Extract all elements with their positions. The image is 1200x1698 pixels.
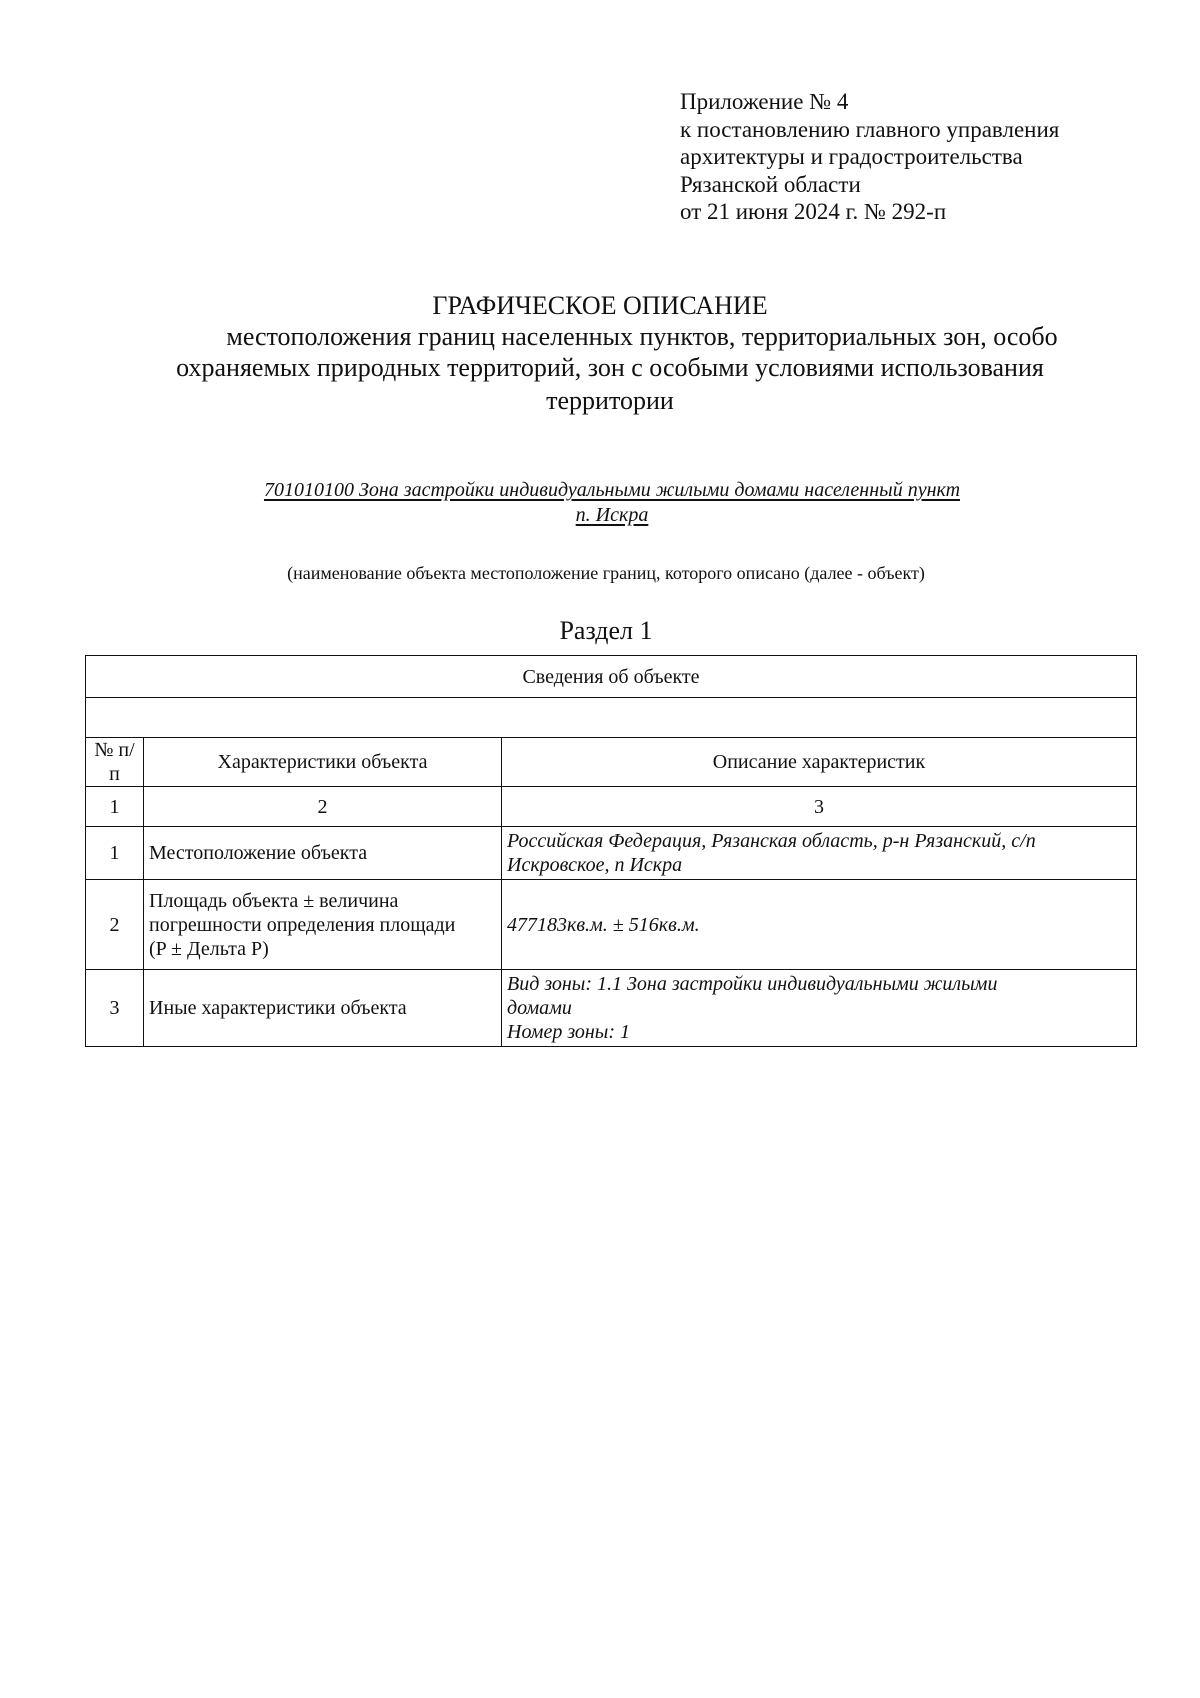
- column-header-description: Описание характеристик: [502, 738, 1137, 787]
- cell-line: Номер зоны: 1: [507, 1021, 630, 1043]
- appendix-line: Приложение № 4: [680, 89, 849, 114]
- object-info-table: [85, 655, 1137, 1047]
- column-number: 3: [502, 787, 1137, 827]
- row-characteristic: [144, 827, 502, 880]
- cell-line: Местоположение объекта: [149, 842, 368, 864]
- document-title: ГРАФИЧЕСКОЕ ОПИСАНИЕ: [432, 291, 768, 320]
- document-subtitle-line: территории: [546, 386, 674, 415]
- document-subtitle-line: местоположения границ населенных пунктов, территориальных зон, особо: [226, 322, 1058, 351]
- appendix-line: Рязанской области: [680, 171, 861, 197]
- row-characteristic: [144, 880, 502, 970]
- appendix-line: от 21 июня 2024 г. № 292-п: [680, 199, 947, 224]
- cell-line: Иные характеристики объекта: [149, 997, 407, 1019]
- table-empty-row: [86, 698, 1137, 738]
- column-header-characteristic: Характеристики объекта: [144, 738, 502, 787]
- table-header: Сведения об объекте: [86, 656, 1137, 698]
- row-number: 3: [86, 970, 144, 1047]
- cell-line: (P ± Дельта P): [149, 937, 269, 960]
- row-description: [502, 827, 1137, 880]
- row-number: 1: [86, 827, 144, 880]
- row-characteristic: [144, 970, 502, 1047]
- column-number: 2: [144, 787, 502, 827]
- cell-line: 477183кв.м. ± 516кв.м.: [507, 913, 700, 936]
- document-subtitle-line: охраняемых природных территорий, зон с особыми условиями использования: [176, 353, 1044, 382]
- cell-line: Площадь объекта ± величина: [149, 889, 399, 912]
- table-row: [86, 970, 1137, 1047]
- appendix-block: [680, 88, 1059, 226]
- cell-line: Российская Федерация, Рязанская область, р-н Рязанский, с/п: [507, 830, 1036, 852]
- object-caption: (наименование объекта местоположение границ, которого описано (далее - объект): [287, 563, 925, 583]
- cell-line: Вид зоны: 1.1 Зона застройки индивидуальными жилыми: [507, 973, 998, 995]
- table-row: [86, 880, 1137, 970]
- section-title: Раздел 1: [559, 616, 653, 645]
- object-name-line: 701010100 Зона застройки индивидуальными жилыми домами населенный пункт: [263, 479, 961, 501]
- column-number: 1: [86, 787, 144, 827]
- cell-line: погрешности определения площади: [149, 913, 456, 936]
- row-number: 2: [86, 880, 144, 970]
- appendix-line: архитектуры и градостроительства: [680, 144, 1023, 169]
- table-row: [86, 827, 1137, 880]
- cell-line: домами: [507, 997, 572, 1019]
- object-name-line: п. Искра: [575, 504, 649, 526]
- appendix-line: к постановлению главного управления: [680, 116, 1060, 142]
- column-header-num: № п/п: [86, 738, 144, 787]
- row-description: [502, 970, 1137, 1047]
- row-description: [502, 880, 1137, 970]
- cell-line: Искровское, п Искра: [507, 854, 683, 876]
